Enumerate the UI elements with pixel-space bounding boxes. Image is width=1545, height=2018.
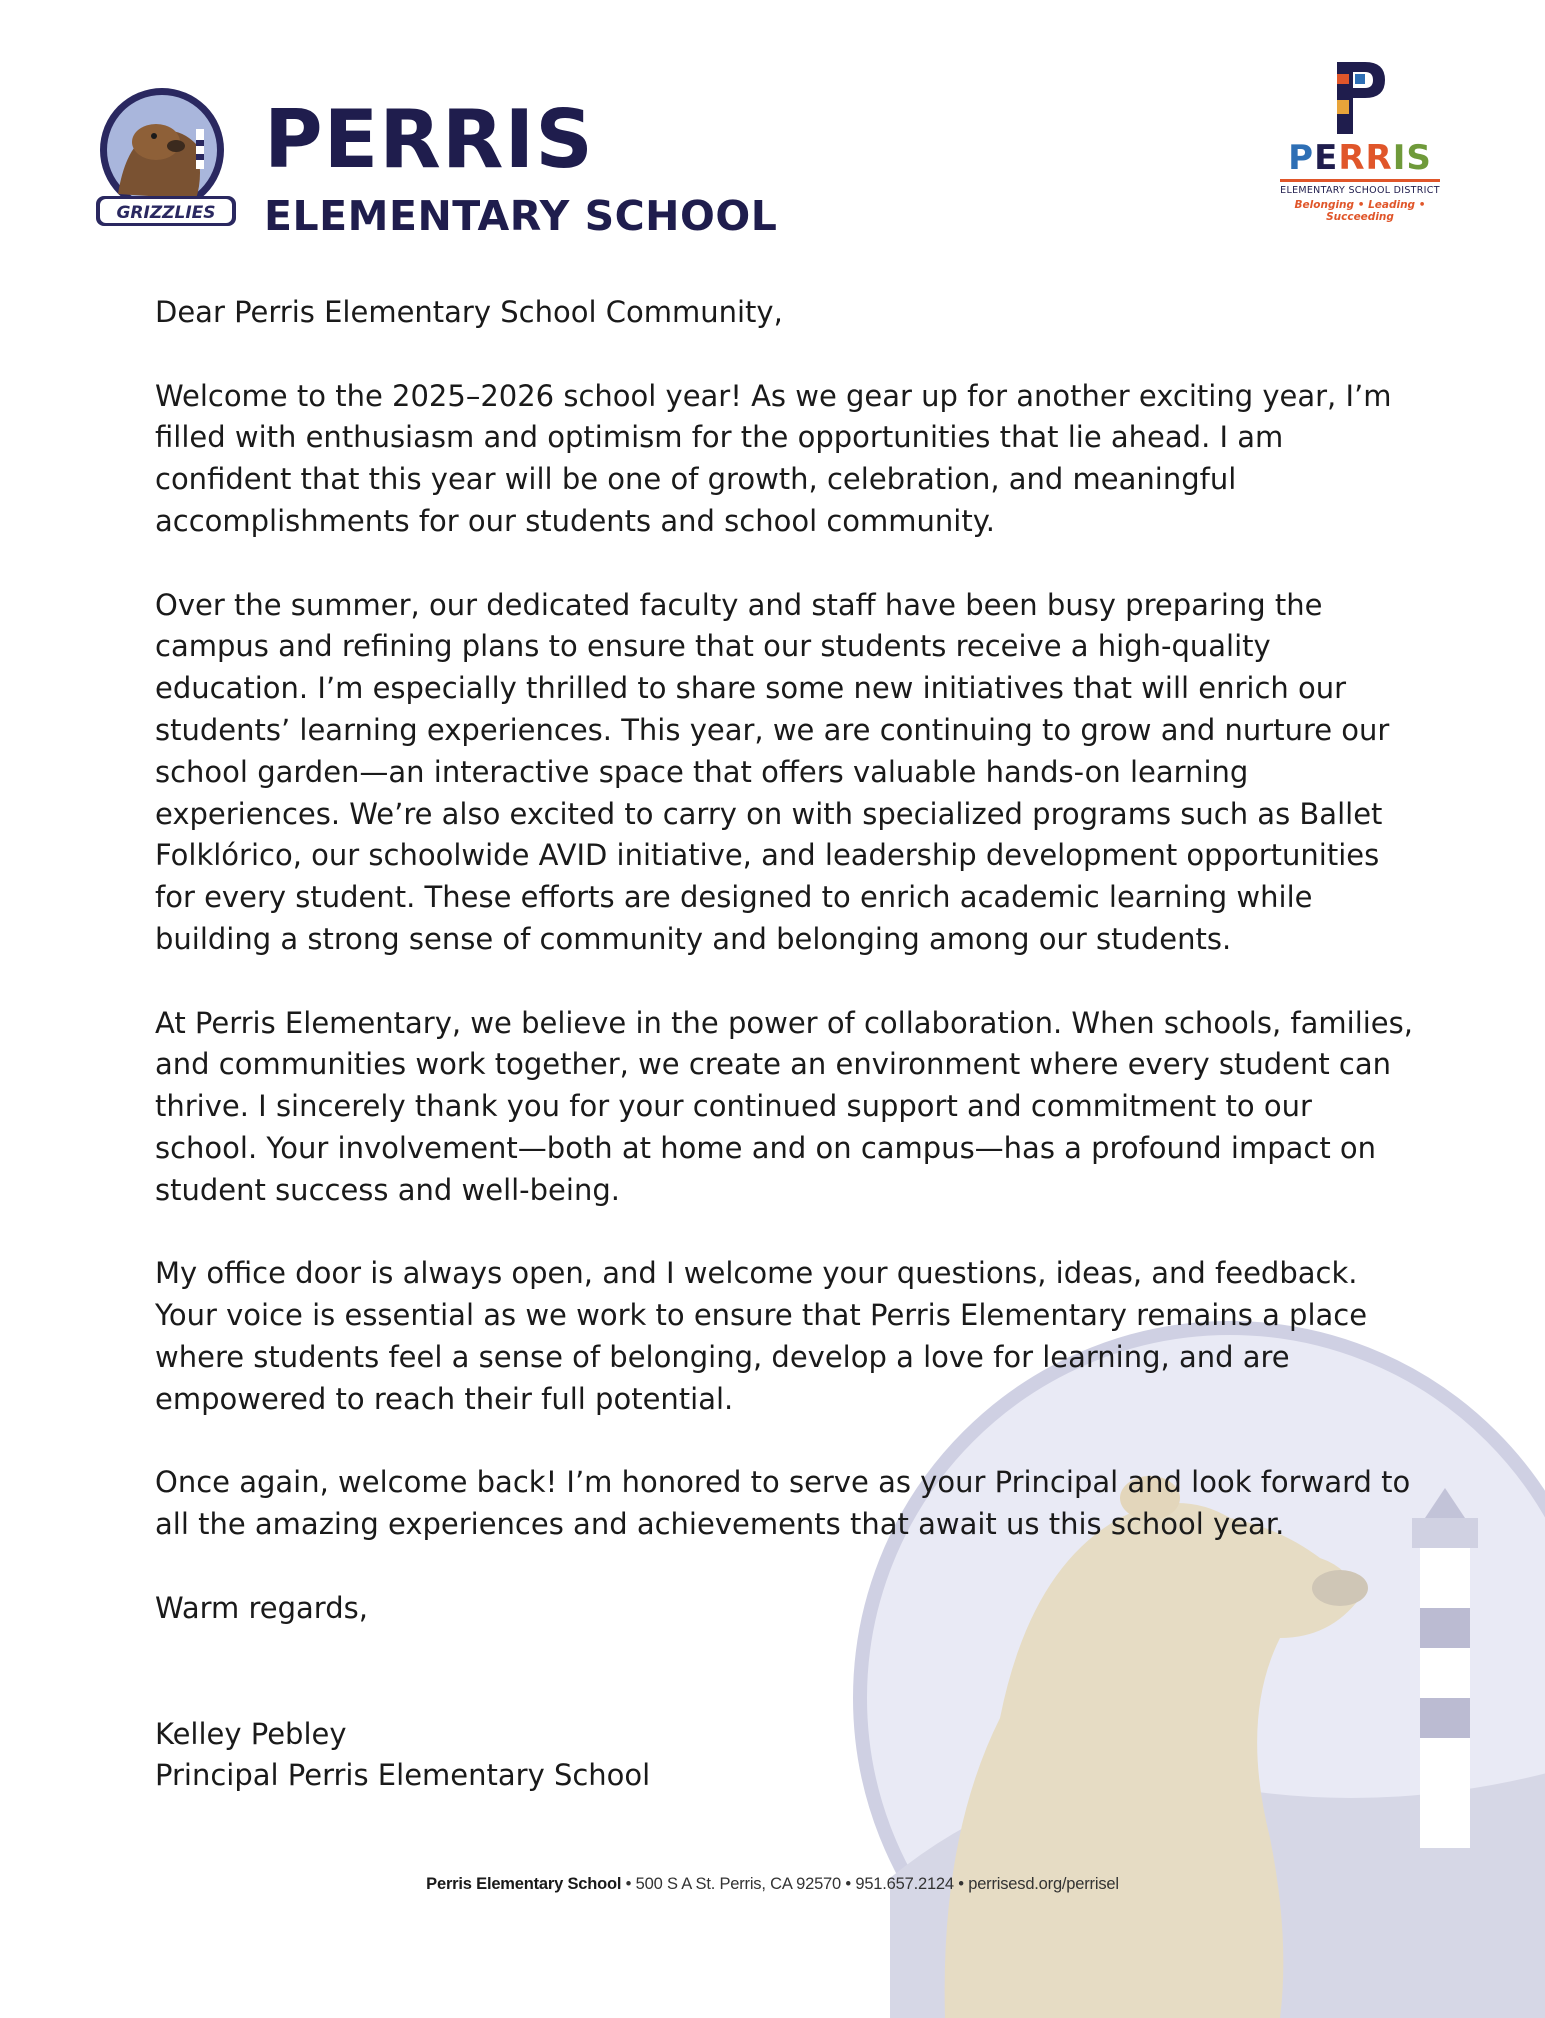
school-name-line1: PERRIS [264, 93, 594, 186]
footer-details: • 500 S A St. Perris, CA 92570 • 951.657.2124 • perrisesd.org/perrisel [621, 1875, 1119, 1893]
district-divider [1280, 179, 1440, 182]
mascot-text: GRIZZLIES [116, 203, 216, 223]
school-name-line2: ELEMENTARY SCHOOL [264, 192, 778, 240]
district-p-mark-icon [1329, 58, 1391, 138]
signer-title: Principal Perris Elementary School [155, 1758, 651, 1793]
district-tagline: Belonging • Leading • Succeeding [1294, 199, 1426, 223]
footer-school-name: Perris Elementary School [426, 1875, 622, 1893]
signer-name: Kelley Pebley [155, 1716, 347, 1751]
letter-paragraph: Over the summer, our dedicated faculty and staff have been busy preparing the campus and refining plans to ensure that our students receive a high-quality education. I’m especially thrilled to share some new initiatives that will enrich our students’ learning experiences. This year, we are continuing to grow and nurture our school garden—an interactive space that offers valuable hands-on learning experiences. We’re also excited to carry on with specialized programs such as Ballet Folklórico, our schoolwide AVID initiative, and leadership development opportunities for every student. These efforts are designed to enrich academic learning while building a strong sense of community and belonging among our students. [155, 587, 1390, 956]
letter-paragraph: Welcome to the 2025–2026 school year! As we gear up for another exciting year, I’m filled with enthusiasm and optimism for the opportunities that lie ahead. I am confident that this year will be one of growth, celebration, and meaningful accomplishments for our students and school community. [155, 378, 1392, 538]
school-name-heading [264, 93, 778, 240]
letter-paragraph: Once again, welcome back! I’m honored to serve as your Principal and look forward to all the amazing experiences and achievements that await us this school year. [155, 1465, 1411, 1542]
letter-closing: Warm regards, [155, 1590, 368, 1625]
district-logo [1270, 58, 1450, 233]
grizzlies-mascot-logo [96, 84, 236, 234]
letter-paragraph: At Perris Elementary, we believe in the power of collaboration. When schools, families, and communities work together, we create an environment where every student can thrive. I sincerely thank you for your continued support and commitment to our school. Your involvement—both at home and on campus—has a profound impact on student success and well-being. [155, 1005, 1413, 1207]
district-subtitle: ELEMENTARY SCHOOL DISTRICT [1280, 185, 1440, 196]
signature-space [155, 1630, 1415, 1714]
district-wordmark: PERRIS [1288, 138, 1432, 178]
letter-paragraph: My office door is always open, and I welcome your questions, ideas, and feedback. Your voice is essential as we work to ensure that Perris Elementary remains a place where students feel a sense of belonging, develop a love for learning, and are empowered to reach their full potential. [155, 1256, 1368, 1416]
letter-greeting: Dear Perris Elementary School Community, [155, 295, 783, 329]
footer-contact [0, 1875, 1545, 1894]
letter-body [155, 292, 1415, 1797]
